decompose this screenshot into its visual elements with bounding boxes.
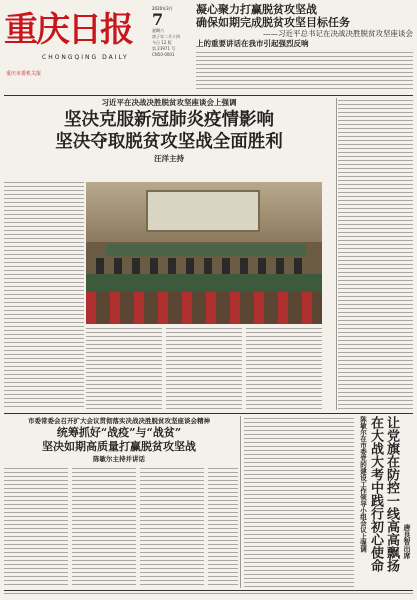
top-story bbox=[196, 3, 413, 93]
second-body-col-1 bbox=[4, 468, 68, 586]
second-story bbox=[4, 416, 234, 464]
meeting-photo bbox=[86, 182, 322, 324]
vertical-byline: 唐良智出席 bbox=[403, 524, 412, 559]
masthead-title: 重庆日报 bbox=[4, 10, 132, 50]
lead-headline-2: 坚决夺取脱贫攻坚战全面胜利 bbox=[55, 132, 283, 152]
second-byline: 陈敏尔主持并讲话 bbox=[93, 455, 145, 463]
second-body-col-3 bbox=[140, 468, 204, 586]
second-headline-2: 坚决如期高质量打赢脱贫攻坚战 bbox=[42, 440, 196, 453]
vertical-headline-2: 让党旗在防控一线高高飘扬 bbox=[384, 416, 399, 572]
photo-table-back bbox=[106, 244, 306, 256]
third-divider bbox=[240, 416, 241, 588]
lead-text-column bbox=[4, 182, 84, 410]
masthead bbox=[4, 4, 194, 94]
top-story-line1: 凝心聚力打赢脱贫攻坚战 bbox=[196, 3, 317, 16]
second-kicker: 市委常委会召开扩大会议贯彻落实决战决胜脱贫攻坚座谈会精神 bbox=[28, 417, 210, 425]
date-day: 7 bbox=[152, 10, 164, 29]
issue-info-0: 庚子年二月十四 bbox=[152, 34, 180, 39]
vertical-headline-1: 在大战大考中践行初心使命 bbox=[368, 416, 383, 572]
fold-divider bbox=[4, 413, 413, 414]
photo-chairs bbox=[86, 292, 322, 324]
second-body-col-4 bbox=[208, 468, 238, 586]
second-headline-1: 统筹抓好“战疫”与“战贫” bbox=[56, 426, 182, 439]
top-story-line4: 上的重要讲话在我市引起强烈反响 bbox=[196, 39, 309, 48]
issue-info-3: CN50-0001 bbox=[152, 52, 175, 57]
footer-line bbox=[4, 593, 413, 597]
weekday: 星期六 bbox=[152, 28, 164, 33]
right-column-text bbox=[338, 100, 413, 410]
photo-table-front bbox=[86, 274, 322, 292]
lead-body-col-2 bbox=[166, 328, 242, 410]
third-body bbox=[244, 418, 354, 588]
masthead-subtitle: CHONGQING DAILY bbox=[42, 54, 129, 61]
top-story-line2: 确保如期完成脱贫攻坚目标任务 bbox=[196, 16, 350, 29]
issue-info-2: 第 23971 号 bbox=[152, 46, 176, 51]
photo-painting bbox=[146, 190, 260, 232]
date-box bbox=[152, 6, 194, 66]
top-story-body bbox=[196, 52, 413, 92]
vertical-kicker: 陈敏尔在市委党的建设工作领导小组会议上强调 bbox=[359, 416, 367, 553]
lead-headline-1: 坚决克服新冠肺炎疫情影响 bbox=[64, 110, 274, 130]
photo-people bbox=[96, 258, 312, 274]
issue-info-1: 今日 12 版 bbox=[152, 40, 172, 45]
lead-body-col-1 bbox=[86, 328, 162, 410]
lead-kicker: 习近平在决战决胜脱贫攻坚座谈会上强调 bbox=[101, 98, 237, 107]
lead-byline: 汪洋主持 bbox=[154, 154, 184, 163]
right-column-divider bbox=[336, 98, 337, 410]
second-body-col-2 bbox=[72, 468, 136, 586]
masthead-divider bbox=[4, 95, 413, 96]
date-label: 2020年3月 bbox=[152, 6, 173, 11]
footer-rule bbox=[4, 590, 413, 591]
lead-body-col-3 bbox=[246, 328, 322, 410]
lead-story bbox=[4, 97, 334, 177]
vertical-story bbox=[358, 416, 414, 588]
masthead-tagline: 重庆市委机关报 bbox=[6, 71, 42, 77]
top-story-line3: ——习近平总书记在决战决胜脱贫攻坚座谈会 bbox=[263, 29, 413, 38]
